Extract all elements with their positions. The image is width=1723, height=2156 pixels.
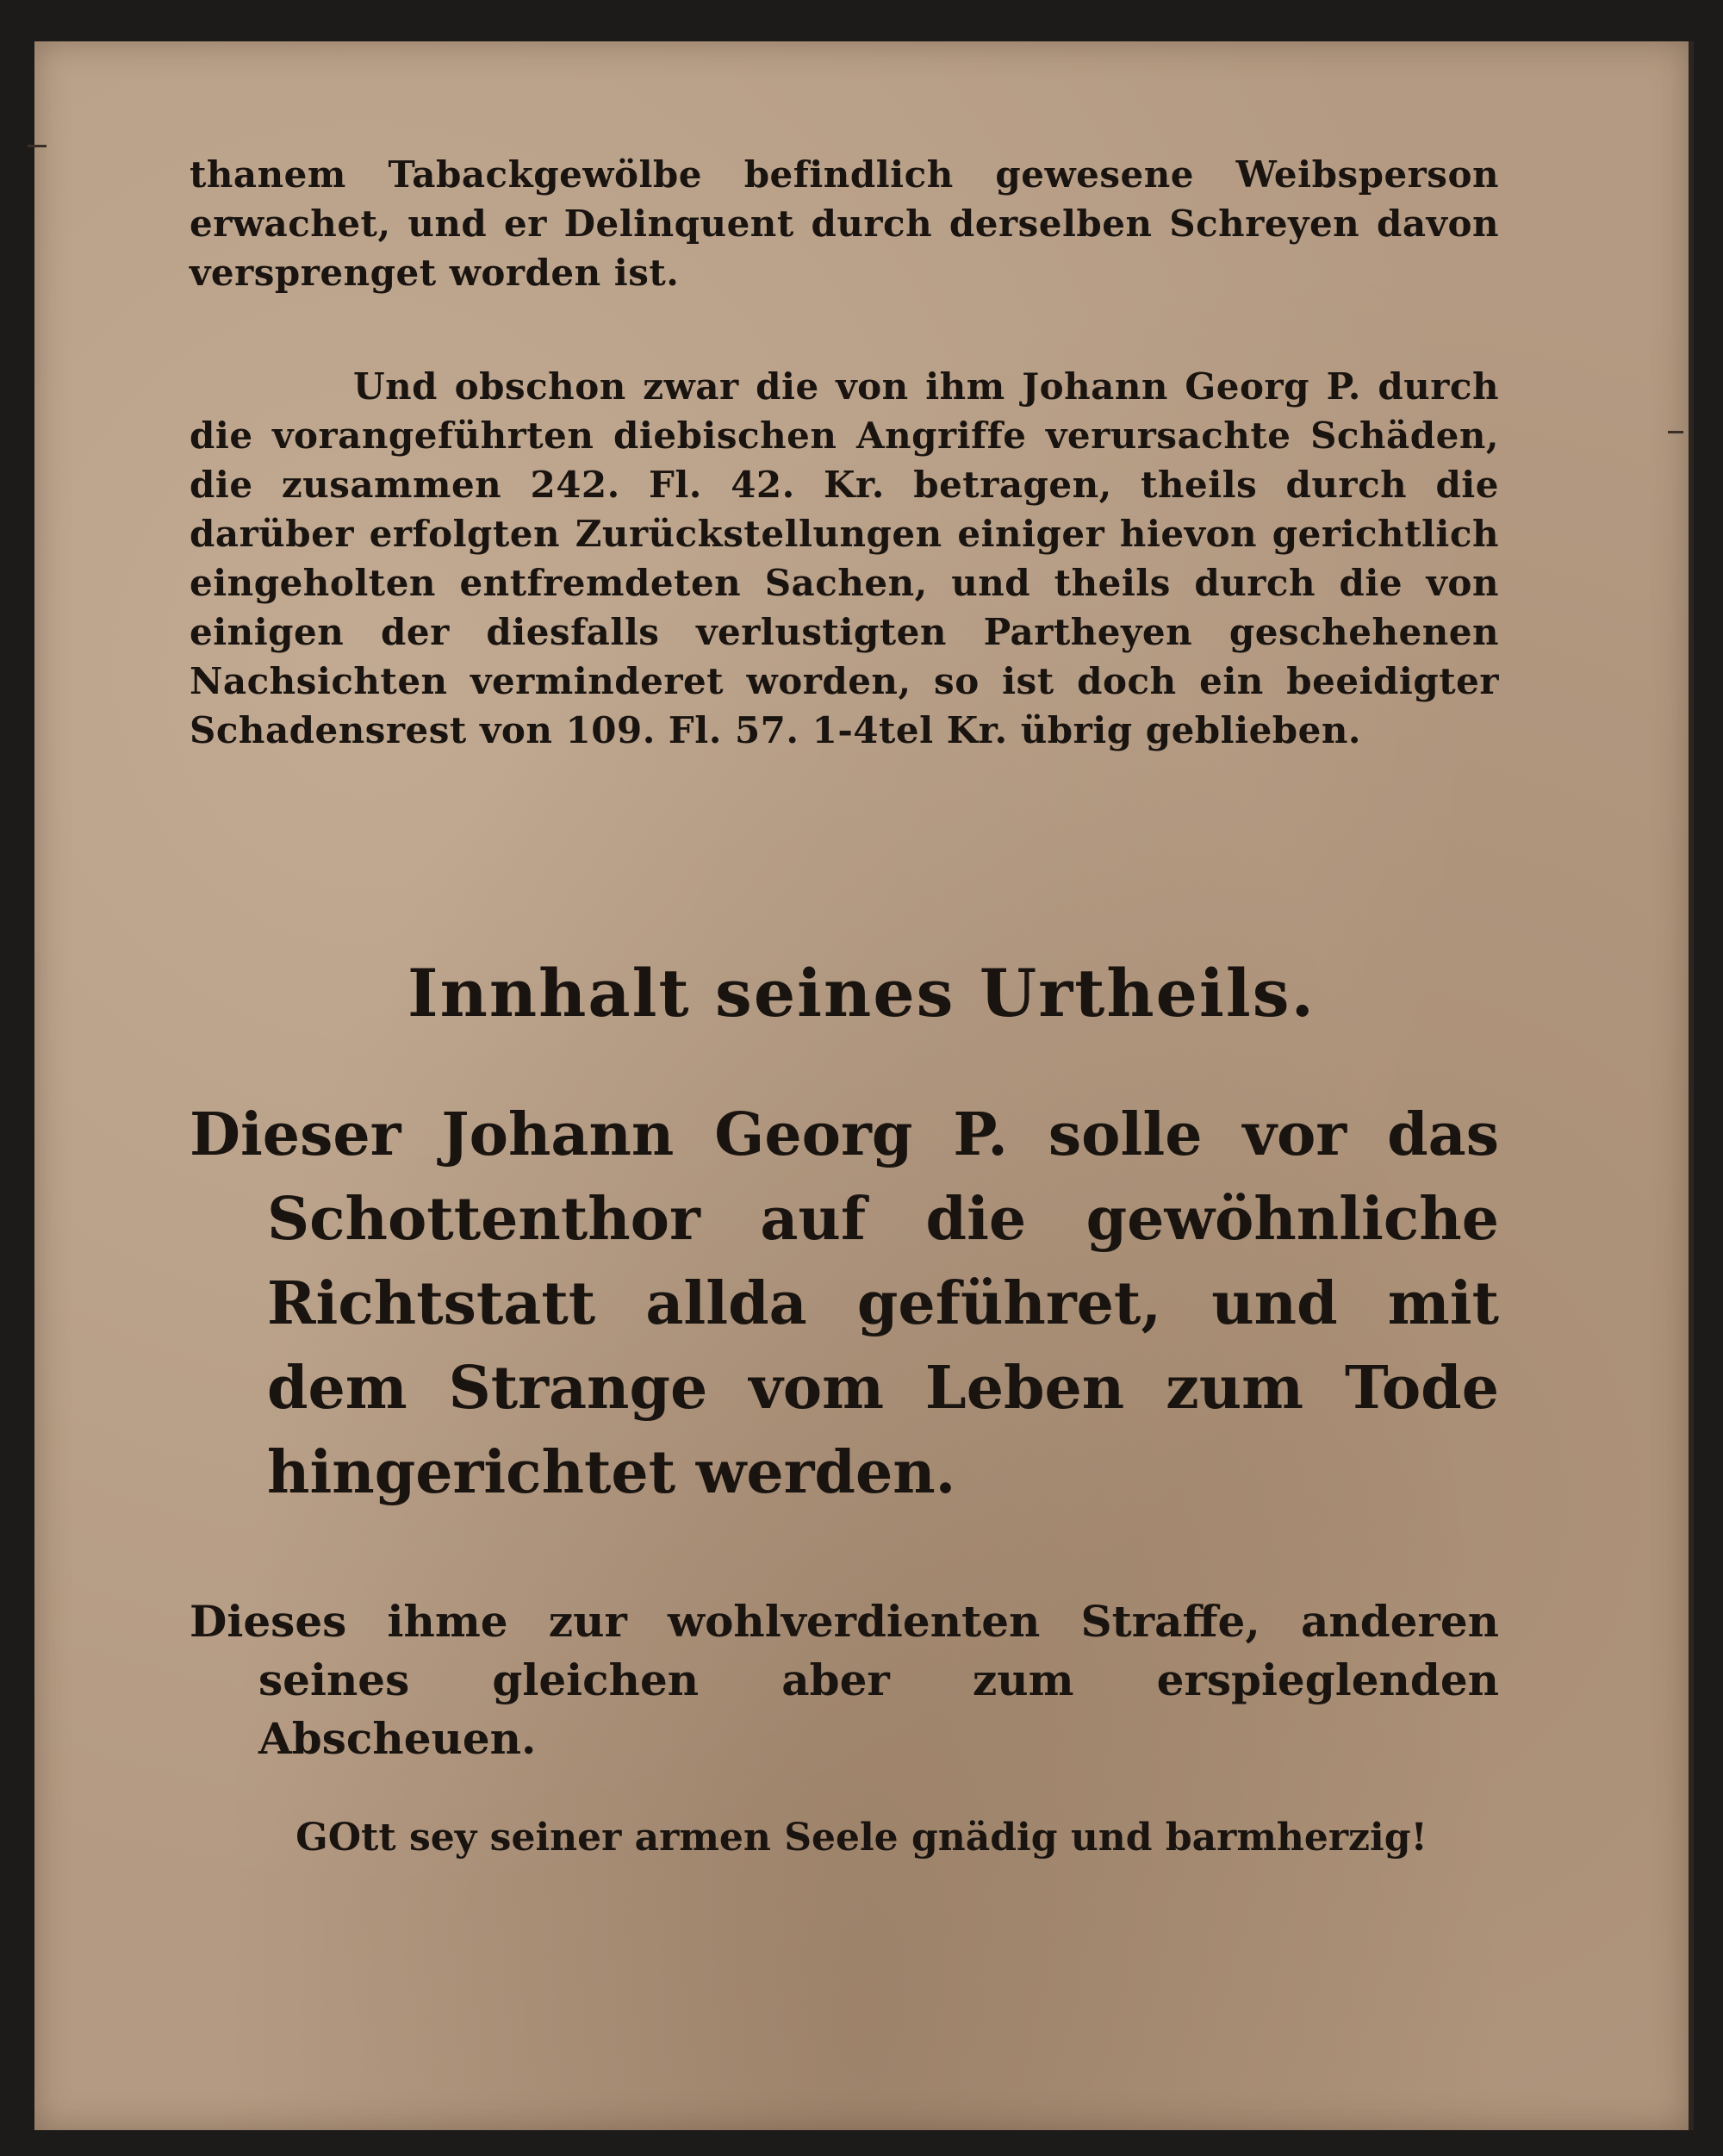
document-page xyxy=(34,41,1694,2130)
left-margin-mark xyxy=(28,145,47,147)
right-margin-mark xyxy=(1668,431,1683,433)
paragraph-continuation: thanem Tabackgewölbe befindlich gewesene Weibsperson erwachet, und er Delinquent durch derselben Schreyen davon versprenget worden ist. xyxy=(190,153,1499,294)
closing-text: Dieses ihme zur wohlverdienten Straffe, anderen seines gleichen aber zum erspieglenden Abscheuen. xyxy=(190,1596,1499,1764)
paragraph-damages: Und obschon zwar die von ihm Johann Georg P. durch die vorangeführten diebischen Angriffe verursachte Schäden, die zusammen 242. Fl. 42. Kr. betragen, theils durch die darüber erfolgten Zurückstellungen einiger hievon gerichtlich eingeholten entfremdeten Sachen, und theils durch die von einigen der diesfalls verlustigten Partheyen geschehenen Nachsichten verminderet worden, so ist doch ein beeidigter Schadensrest von 109. Fl. 57. 1-4tel Kr. übrig geblieben. xyxy=(190,365,1499,751)
section-heading: Innhalt seines Urtheils. xyxy=(407,955,1316,1031)
blessing-line: GOtt sey seiner armen Seele gnädig und barmherzig! xyxy=(295,1816,1428,1860)
verdict-text: Dieser Johann Georg P. solle vor das Schottenthor auf die gewöhnliche Richtstatt allda geführet, und mit dem Strange vom Leben zum Tode hingerichtet werden. xyxy=(190,1100,1499,1507)
